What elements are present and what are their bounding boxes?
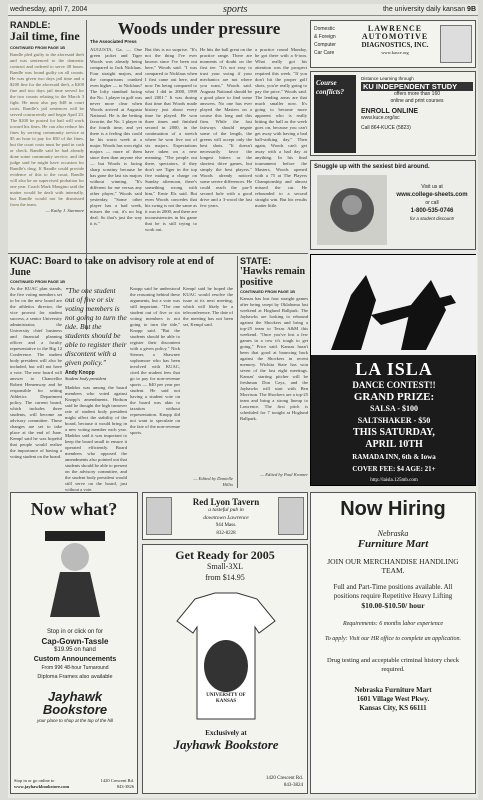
state-editor: — Edited by Paul Kramer — [260, 472, 308, 477]
now-what-product: Cap-Gown-Tassle — [41, 637, 109, 646]
now-what-from: From 99¢ 48-hour Turnaround — [41, 665, 109, 671]
hiring-pay: $10.00-$10.50/ hour — [361, 601, 425, 610]
la-isla-title: LA ISLA — [355, 359, 433, 379]
la-isla-date: APRIL 10TH — [365, 439, 423, 450]
now-what-price: $19.95 on hand — [54, 647, 96, 653]
red-lyon-ad — [142, 492, 308, 540]
now-what-address: 1420 Crescent Rd. — [100, 778, 134, 783]
hiring-brand: Furniture Mart — [357, 538, 429, 550]
now-what-stop: Stop in or click on for — [46, 629, 104, 635]
ku-title: KU INDEPENDENT STUDY — [361, 82, 473, 91]
snuggle-phone: 1-800-535-0746 — [410, 208, 454, 214]
now-what-frames: Diploma Frames also available — [37, 674, 113, 680]
la-isla-url[interactable]: http://laisla.125mb.com — [370, 478, 418, 483]
ad-brand-1: LAWRENCE — [367, 24, 423, 33]
ku-kicker: Distance Learning through — [361, 76, 414, 81]
la-isla-salt: SALTSHAKER - $50 — [357, 416, 431, 425]
randle-byline: — Kathy J. Sizemore — [45, 208, 84, 213]
now-what-ad — [10, 492, 138, 794]
state-headline: 'Hawks remain positive — [240, 266, 306, 288]
state-kicker: STATE: — [240, 256, 272, 266]
kuac-quote-role: Student body president — [65, 376, 107, 381]
snuggle-ad — [310, 160, 476, 250]
kuac-pull-quote — [65, 286, 127, 496]
ku-independent-study-ad — [310, 71, 476, 156]
snuggle-tag: for a student discount! — [409, 216, 455, 221]
la-isla-contest: DANCE CONTEST!! — [352, 380, 436, 390]
red-lyon-logo-right — [278, 497, 304, 535]
woods-headline: Woods under pressure — [117, 19, 281, 38]
red-lyon-sub: a tasteful pub in — [208, 507, 244, 513]
ready-title: Get Ready for 2005 — [175, 548, 275, 562]
kuac-head-line — [10, 256, 235, 278]
header-paper: the university daily kansan 9B — [382, 6, 476, 13]
ad-logo-box — [440, 25, 472, 63]
ad-domestic: Domestic — [314, 26, 335, 32]
tshirt-text: UNIVERSITY OF KANSAS — [206, 693, 246, 704]
now-what-footer-left: Stop in or go online to — [14, 778, 55, 783]
lawrence-automotive-ad — [310, 20, 476, 68]
ku-enroll-url[interactable]: www.kuce.org/isc — [361, 115, 400, 121]
kuac-col-1: As the KUAC plan stands, the five voting members set to be on the new board are the athletics director, the vice provost for student success, a senior University administrator, the University chief business and financial planning officer and a faculty representative to the Big 12 Conference. The student body president will also be included, but will not have a vote. The new board will answer to Chancellor Robert Hemenway and be responsible for setting Athletics Department policy. The current board, which includes three students, will become an advisory committee. Those changes are set to take place at the end of June. Kempf said he was hopeful that people would realize the importance of having a voting student on the board. — [10, 286, 62, 459]
dancer-silhouettes-image — [311, 255, 477, 355]
hiring-apply: To apply: Visit our HR office to complete an application. — [325, 636, 461, 642]
kuac-editor: — Edited by Danielle Hillix — [193, 476, 233, 487]
get-ready-ad — [142, 544, 308, 794]
red-lyon-logo-left — [146, 497, 172, 535]
woods-col-1: AUGUSTA, Ga. — One green jacket and Tiger Woods was already being compared to Jack Nicklaus. Four straight majors, and the comparisons cranked even higher — to Nicklaus? The lofty standard facing the No. 1 player in golf was never more clear when Woods arrived at Augusta National. He is the betting favorite, the No. 1 player in the fourth time, and yet there is a feeling this could be his worst week at a major. Woods has won eight majors — more of them since then than anyone else — but Woods is facing sharp scrutiny because he has gone the last six majors without winning. "It's different for me versus any other player," Woods said yesterday. "Some other player has a bad week, misses the cut, it's no big deal. So that's just the way it is." — [90, 47, 142, 226]
la-isla-ad — [310, 254, 476, 486]
hiring-addr-1: Nebraska Furniture Mart — [354, 686, 432, 694]
la-isla-grand: GRAND PRIZE: — [353, 391, 435, 403]
ku-enroll: ENROLL ONLINE — [361, 108, 419, 115]
kuac-jump: CONTINUED FROM PAGE 1B — [10, 279, 66, 284]
tshirt-image — [175, 591, 277, 721]
ready-exclusively: Exclusively at — [205, 729, 247, 737]
hiring-addr-3: Kansas City, KS 66111 — [359, 704, 427, 712]
kuac-col-4: Kempf said he hoped the KUAC would resolve the issue at its next meeting, which will likely be a teleconference. The date of the meeting has not been set, Kempf said. — [183, 286, 233, 327]
now-what-store-1: Jayhawk — [47, 689, 103, 704]
ready-size: Small-3XL — [207, 562, 243, 571]
hiring-title: Now Hiring — [340, 498, 446, 520]
now-what-phone: 843-3826 — [116, 784, 134, 789]
now-what-store-tag: your place to shop at the top of the hill — [36, 718, 114, 723]
ad-brand-3: DIAGNOSTICS, INC. — [361, 41, 429, 49]
state-jump: CONTINUED FROM PAGE 1B — [240, 289, 296, 294]
kuac-headline: Board to take on advisory role at end of June — [10, 256, 214, 278]
snuggle-title: Snuggle up with the sexiest bird around. — [314, 164, 430, 170]
ku-sub: offers more than 160 — [393, 91, 441, 97]
kuac-story — [10, 256, 235, 492]
woods-wire: The Associated Press — [90, 39, 137, 44]
randle-headline: Jail time, fine — [10, 29, 80, 43]
snuggle-url[interactable]: www.college-sheets.com — [396, 192, 468, 198]
ad-web[interactable]: www.kasce.org — [381, 50, 409, 55]
kuac-quote-name: Andy Knopp — [65, 370, 95, 376]
ready-store: Jayhawk Bookstore — [173, 737, 279, 752]
ad-foreign: & Foreign — [314, 34, 336, 40]
red-lyon-phone: 832-8228 — [216, 531, 236, 536]
red-lyon-title: Red Lyon Tavern — [192, 497, 260, 507]
ready-price: from $14.95 — [205, 573, 245, 582]
kuac-col-3: Knopp said he understood the reasoning behind these arguments, but a vote was still important. "The one student out of five or six voting members is not going to turn the tide," Knopp said. "But the students should be able to register their discontent with a given policy." Nick Sterner, a Shawnee sophomore who has been involved with KUAC, cited the student fees that go to pay for non-revenue sports — $40 per year per student. He said not having a student vote on the board was akin to taxation without representation. Knopp did not want to speculate on the fate of the non-revenue sports. — [130, 286, 180, 435]
ku-sub-2: online and print courses — [390, 98, 444, 104]
ad-brand-2: AUTOMOTIVE — [361, 32, 429, 41]
now-hiring-ad — [310, 492, 476, 794]
ready-address: 1420 Crescent Rd. — [265, 776, 303, 781]
red-lyon-sub-2: downtown Lawrence — [203, 515, 249, 521]
woods-col-2: But this is no surprise. "It's not the thing I've ever known since I've been out here," Woods said. "I was compared to Nicklaus when I first came out here, and now I'm being compared to what I did in 2000, 1999 and 2001." It was during that time that Woods made history just about every time he played. He won three times and finished second in 2000, in the continuation of a stretch where he won five out of six majors. Expectations have taken on a new meaning. "The people out there, spectators, if they don't see Tiger in the top five making a charge on Sunday afternoon, there's something wrong with him," Ernie Els said. But even Woods concedes that his swing is not the same as it was in 2000, and there are inconsistencies in his game that he is still trying to work out. — [145, 47, 197, 232]
graduate-illustration — [35, 527, 115, 622]
randle-text: Randle pled guilty to the aforesaid theft and was sentenced to the domestic contract and ordered to serve 48 hours. Randle was found guilty on all counts. He was given two days jail time and a $200 fine for the aforesaid theft, a $200 fine and two days jail time served for the two counts relating to the March 3 fight. He must also pay $48 in court costs. Randle's jail sentences will be served concurrently and begin April 23. The $200 he posted for bail will work toward his fines. He can also reduce his fines by serving community service at $5 an hour to pay for $50 of the fines, but the court costs must be paid in cash or check. Randle said he had already done some community service, and the judge said he might have occasion for Randle's drug. If Randle could provide evidence of this to the court, Randle will also be on supervised probation for one year. Coach Mark Mangino said the matter would be dealt with internally, but Randle would not be dismissed from the team. — [10, 52, 84, 207]
hiring-addr-2: 1601 Village West Pkwy. — [356, 695, 430, 703]
kuac-kicker: KUAC: — [10, 256, 43, 267]
now-what-store-2: Bookstore — [42, 702, 108, 717]
la-isla-salsa: SALSA - $100 — [369, 404, 418, 413]
hiring-drug: Drug testing and acceptable criminal history check required. — [326, 657, 460, 673]
hiring-join: JOIN OUR MERCHANDISE HANDLING TEAM. — [327, 557, 459, 575]
newspaper-page — [8, 4, 478, 798]
la-isla-cover: COVER FEE: $4 AGE: 21+ — [352, 465, 436, 473]
hiring-req: Requirements: 6 months labor experience — [342, 621, 444, 627]
now-what-footer-url[interactable]: www.jayhawkbookstore.com — [14, 784, 70, 789]
ad-car-care: Car Care — [314, 50, 335, 56]
randle-jump: CONTINUED FROM PAGE 1B — [10, 45, 66, 50]
page-header — [8, 4, 478, 16]
section-name: sports — [223, 4, 248, 15]
course-conflicts-badge: Course conflicts? — [314, 75, 356, 153]
header-date: wednesday, april 7, 2004 — [10, 6, 88, 13]
red-lyon-addr: 944 Mass. — [215, 523, 237, 528]
la-isla-day: THIS SATURDAY, — [353, 427, 435, 438]
woods-story — [90, 20, 308, 250]
ready-phone: 843-3824 — [283, 783, 303, 788]
randle-kicker: RANDLE: — [10, 20, 51, 30]
woods-col-4: a practice round Monday, he got there with a 6-iron. What really got his attention was the prospect required this week. "If you don't hit the proper golf shots, you're really going to pay the price," Woods said. The lending areas are that much smaller now. It's going to become more apparent who is really hitting the ball as the week goes on, because you can't get away with having a bad ball-striking day." Then again, Woods can't get away with a bad day at anything. In his final tournament before the Masters, Woods opened with a 75 at The Players Championship and almost missed the cut. He rebounded to a second straight win. But his results matter little. — [255, 47, 307, 208]
hiring-positions: Full and Part-Time positions available. All positions require Repetitive Heavy Lifting — [333, 583, 453, 600]
state-story — [240, 256, 308, 486]
hiring-brand-top: Nebraska — [377, 529, 409, 538]
woods-col-3: He hits the ball great on the practice range. There are moments of doubt on the first tee. "It's not easy to trust your swing if your mechanics are not where you want," Woods said. Augusta National should be a good place to find some answers. No one has ever played the Masters on a course this long and this firm. While the fast fairways should negate some of the length, the greens will accept only the best shots. "It doesn't necessarily favor the longest hitters or the shortest drive games, but simply the best players." Woods already noticed some severe differences. He could reach the par-5 second hole with a good drive and a 3-wood the last few years. — [200, 47, 252, 208]
jayhawk-bedding-image — [317, 175, 387, 245]
ku-phone: Call 864-KUCE (5823) — [361, 125, 411, 131]
snuggle-or-call: or call — [425, 200, 439, 206]
ad-computer: Computer — [314, 42, 336, 48]
kuac-quote: "The one student out of five or six voting members is not going to turn the tide. But the students should be able to register their discontent with a given policy." — [65, 286, 127, 367]
snuggle-visit: Visit us at — [421, 184, 443, 190]
now-what-title: Now what? — [30, 499, 118, 519]
la-isla-venue: RAMADA INN, 6th & Iowa — [352, 453, 436, 461]
now-what-custom: Custom Announcements — [33, 656, 117, 663]
kuac-col-2: Maddox was among the board members who voted against Knopp's amendments. Hodson said he thought the high turnover rate of student body president might affect the stability of the board, because it would bring in a new voting member each year. Maddox said it was important to keep the board small to ensure it operated efficiently. Board members who opposed the amendments also pointed out that students should be able to present on the advisory committee, and the student body president would still serve on the board, just without a vote. — [65, 385, 127, 492]
state-text: Kansas has lost four straight games after being swept by Oklahoma last weekend at Hoglund Ballpark. The Jayhawks are looking to rebound against the Shockers and bring a top-25 team to Texas A&M this weekend. "Once you've lost a few games in a row it's tough to get going," Price said. Kansas hasn't been that good at bouncing back against the Shockers in recent memory. Wichita State has won seven of the last eight meetings. Kansas' starting pitcher will be freshman Don Czyz, and the Jayhawks will start with Ben Morrison. The Shockers are a top-25 team and bring a strong lineup to Lawrence. The first pitch is scheduled for 7 tonight at Hoglund Ballpark. — [240, 296, 308, 421]
